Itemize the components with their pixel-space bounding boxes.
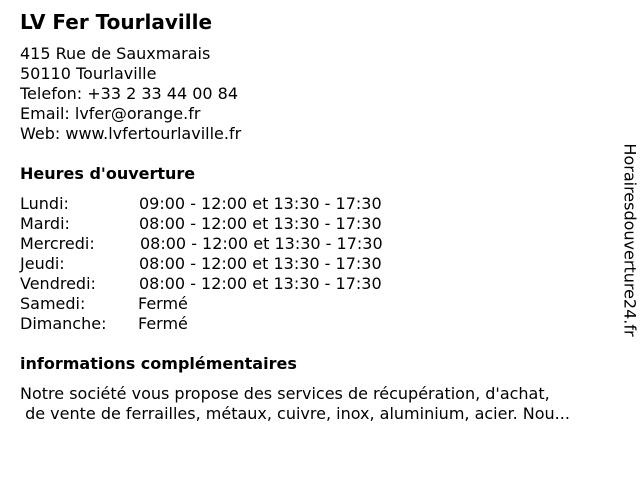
day-label: Jeudi: (20, 254, 65, 273)
hours-row-saturday (20, 294, 440, 314)
additional-info-text (20, 384, 620, 424)
day-hours: 08:00 - 12:00 et 13:30 - 17:30 (139, 254, 382, 273)
day-label: Mercredi: (20, 234, 95, 253)
hours-row-tuesday (20, 214, 440, 234)
opening-hours-heading: Heures d'ouverture (20, 164, 196, 183)
day-label: Samedi: (20, 294, 86, 313)
address-city: 50110 Tourlaville (20, 64, 157, 83)
phone-number: Telefon: +33 2 33 44 00 84 (20, 84, 239, 103)
additional-info-heading: informations complémentaires (20, 354, 297, 373)
day-label: Lundi: (20, 194, 69, 213)
business-name: LV Fer Tourlaville (20, 10, 213, 34)
website-address: Web: www.lvfertourlaville.fr (20, 124, 242, 143)
hours-row-wednesday (20, 234, 440, 254)
info-line: Notre société vous propose des services de récupération, d'achat, (20, 384, 550, 403)
day-hours: 08:00 - 12:00 et 13:30 - 17:30 (139, 274, 382, 293)
day-hours: Fermé (138, 294, 188, 313)
address-street: 415 Rue de Sauxmarais (20, 44, 211, 63)
hours-row-monday (20, 194, 440, 214)
day-hours: 08:00 - 12:00 et 13:30 - 17:30 (139, 214, 382, 233)
day-hours: 08:00 - 12:00 et 13:30 - 17:30 (140, 234, 383, 253)
day-label: Dimanche: (20, 314, 107, 333)
hours-row-sunday (20, 314, 440, 334)
day-label: Mardi: (20, 214, 70, 233)
opening-hours-table (20, 194, 440, 334)
hours-row-thursday (20, 254, 440, 274)
contact-block (20, 44, 241, 144)
hours-row-friday (20, 274, 440, 294)
day-hours: Fermé (138, 314, 188, 333)
info-line: de vente de ferrailles, métaux, cuivre, inox, aluminium, acier. Nou... (20, 404, 570, 423)
email-address: Email: lvfer@orange.fr (20, 104, 201, 123)
day-label: Vendredi: (20, 274, 96, 293)
day-hours: 09:00 - 12:00 et 13:30 - 17:30 (139, 194, 382, 213)
watermark-text: Horairesdouverture24.fr (620, 143, 640, 337)
